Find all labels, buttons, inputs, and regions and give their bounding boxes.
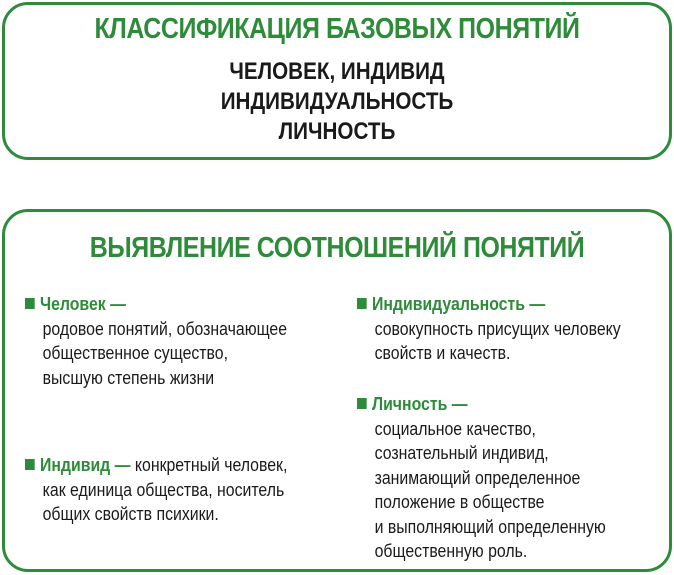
square-bullet-icon xyxy=(25,298,35,309)
relations-title: ВЫЯВЛЕНИЕ СООТНОШЕНИЙ ПОНЯТИЙ xyxy=(89,232,585,264)
definition-line: общих свойств психики. xyxy=(42,504,219,524)
concept-item: ЧЕЛОВЕК, ИНДИВИД xyxy=(229,58,445,85)
definition-chelovek xyxy=(25,292,323,390)
square-bullet-icon xyxy=(25,459,35,470)
classification-title: КЛАССИФИКАЦИЯ БАЗОВЫХ ПОНЯТИЙ xyxy=(94,13,580,45)
definition-line: общественную роль. xyxy=(374,541,528,561)
definition-line: конкретный человек, xyxy=(134,455,288,475)
term-label: Человек xyxy=(39,294,106,314)
definition-line: родовое понятий, обозначающее xyxy=(42,318,288,339)
definition-individualnost xyxy=(357,292,657,366)
term-label: Личность xyxy=(371,394,448,414)
term-dash: — xyxy=(529,294,546,314)
concepts-list xyxy=(5,57,669,147)
definition-line: высшую степень жизни xyxy=(42,367,215,388)
definition-line: свойств и качеств. xyxy=(374,343,511,363)
definition-line: занимающий определенное xyxy=(374,467,581,488)
definition-lichnost xyxy=(357,392,640,564)
concept-item: ЛИЧНОСТЬ xyxy=(278,118,396,145)
relations-panel xyxy=(2,209,672,572)
definition-line: социальное качество, xyxy=(374,418,536,439)
definition-line: совокупность присущих человеку xyxy=(374,318,621,339)
term-dash: — xyxy=(110,294,126,314)
square-bullet-icon xyxy=(357,398,367,409)
definition-line: как единица общества, носитель xyxy=(42,479,285,500)
definition-line: положение в обществе xyxy=(374,492,545,512)
square-bullet-icon xyxy=(357,298,367,309)
term-dash: — xyxy=(114,455,131,475)
definition-line: и выполняющий определенную xyxy=(374,516,606,537)
concept-item: ИНДИВИДУАЛЬНОСТЬ xyxy=(220,88,454,115)
term-dash: — xyxy=(451,394,468,414)
term-label: Индивид xyxy=(39,455,111,475)
definition-line: сознательный индивид, xyxy=(374,443,549,463)
classification-panel xyxy=(2,2,672,160)
definition-line: общественное существо, xyxy=(42,343,229,363)
term-label: Индивидуальность xyxy=(371,294,525,314)
definition-individ xyxy=(25,453,323,527)
